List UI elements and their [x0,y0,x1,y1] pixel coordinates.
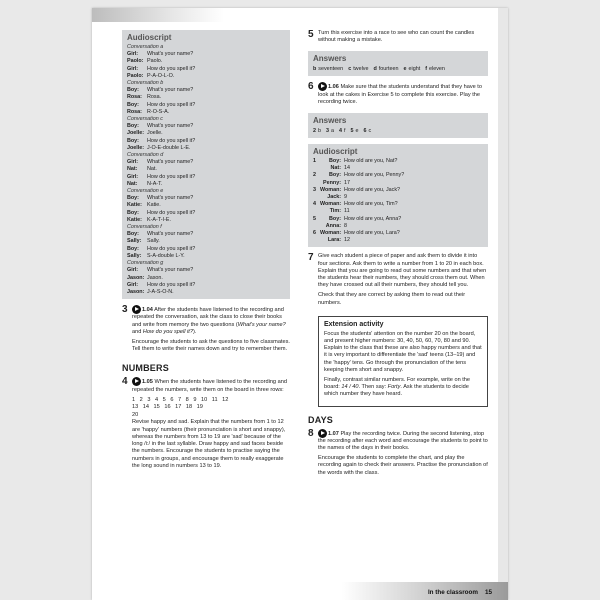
task-5 [308,30,488,47]
dialogue-line [127,195,285,202]
speaker: Nat: [127,180,138,187]
speaker: Boy: [127,101,139,108]
task-4-paragraph-2: Revise happy and sad. Explain that the numbers from 1 to 12 are 'happy' numbers (their pronunciation is short and snappy), whereas the numbers from 13 to 19 are 'sad' because of the long /i:/ in the last syllable. Draw happy and sad faces beside the numbers. Encourage the students to practise saying the numbers in groups, and encourage them to really exaggerate the long sound in numbers 13 to 19. [132,419,286,469]
answer-value: eleven [429,66,445,73]
speaker: Girl: [127,173,139,180]
dialogue-text: How do you spell it? [147,137,196,144]
dialogue-line [127,217,285,224]
dialogue-line [127,246,285,253]
conversation-label: Conversation c [127,116,163,123]
speaker: Penny: [323,179,341,186]
page-footer [428,589,492,596]
answer-key: b [313,66,317,73]
answer-key: 2 [313,128,316,134]
section-heading-numbers: NUMBERS [122,363,169,374]
dialogue-text: What's your name? [147,231,194,238]
extension-title: Extension activity [324,320,384,328]
speaker: Woman: [320,186,342,193]
dialogue-line [127,210,285,217]
dialogue-line [313,172,483,179]
line-number [313,237,320,244]
dialogue-line [127,238,285,245]
line-number: 6 [313,230,316,237]
dialogue-text: Katie. [147,202,161,209]
speaker: Rosa: [127,108,142,115]
dialogue-line [127,202,285,209]
audioscript-title: Audioscript [127,33,172,42]
dialogue-text: How do you spell it? [147,245,196,252]
line-number: 3 [313,186,316,193]
answer-key: f [425,66,428,73]
answer-key: 4 [339,128,342,134]
dialogue-text: How old are you, Jack? [344,186,401,193]
line-number [313,208,320,215]
line-number: 4 [313,201,316,208]
answers-box-2 [308,113,488,138]
conversation-label: Conversation d [127,152,164,159]
line-number [313,194,320,201]
speaker: Boy: [127,245,139,252]
speaker: Boy: [329,215,341,222]
task-number: 5 [308,29,314,40]
line-number [313,223,320,230]
dialogue-line [313,194,483,201]
track-number: 1.07 [328,430,339,437]
play-icon[interactable] [132,305,141,314]
conversation-list [127,44,285,296]
dialogue-text: 8 [344,222,347,229]
task-8-paragraph-2: Encourage the students to complete the chart, and play the recording again to check their answers. Practise the pronunciation of the words with the class. [318,455,488,476]
task-7-paragraph-1: Give each student a piece of paper and ask them to divide it into four sections. Ask them to write a number from 1 to 20 in each box. Explain that you are going to read out some numbers and that when the students hear their numbers, they should cross them out. When they have crossed out all their numbers, they should tell you. [318,253,487,289]
speaker: Jason: [127,288,145,295]
dialogue-text: What's your name? [147,195,194,202]
dialogue-text: How do you spell it? [147,173,196,180]
speaker: Katie: [127,202,142,209]
dialogue-text: How old are you, Anna? [344,215,402,222]
speaker: Boy: [127,123,139,130]
speaker: Woman: [320,201,342,208]
speaker: Girl: [127,51,139,58]
speaker: Rosa: [127,94,142,101]
dialogue-line [127,87,285,94]
dialogue-line [127,94,285,101]
dialogue-line [313,223,483,230]
answer-value: a [331,128,334,134]
dialogue-text: 12 [344,237,350,244]
right-column [308,30,488,484]
dialogue-line [127,166,285,173]
speaker: Jason: [127,274,145,281]
task-8 [308,429,488,480]
speaker: Boy: [127,209,139,216]
answer-value: eight [408,66,421,73]
line-number: 5 [313,215,316,222]
speaker: Boy: [329,172,341,179]
dialogue-text: Sally. [147,238,160,245]
dialogue-text: How old are you, Lara? [344,230,400,237]
numbers-row-3: 20 [132,411,139,418]
dialogue-text: How old are you, Penny? [344,172,405,179]
task-number: 7 [308,252,314,264]
dialogue-line [127,138,285,145]
line-number: 1 [313,158,316,164]
extension-activity-box [318,316,488,407]
answer-value: c [368,128,372,134]
footer-section-title: In the classroom [427,589,478,596]
dialogue-text: What's your name? [147,87,194,94]
answer-key: c [348,66,352,73]
speaker: Jack: [327,194,341,201]
dialogue-text: Rosa. [147,94,162,101]
task-7 [308,253,488,309]
dialogue-line [127,282,285,289]
dialogue-text: J-O-E-double L-E. [147,144,191,151]
dialogue-text: What's your name? [147,267,194,274]
dialogue-line [127,267,285,274]
extension-paragraph-1: Focus the students' attention on the number 20 on the board, and present higher numbers: 30, 40, 50, 60, 70, 80 and 90. Explain to the class that these are also happy numbers and that it is very important to differentiate the 'sad' teens (13–19) and the 'happy' tens. Go through the pronunciation of the tens keeping them short and snappy. [324,330,482,373]
play-icon[interactable] [132,377,141,386]
speaker: Girl: [127,281,139,288]
speaker: Woman: [320,230,342,237]
conversation-label: Conversation f [127,224,162,231]
dialogue-text: How old are you, Nat? [344,158,398,164]
play-icon[interactable] [318,82,327,91]
page-number: 15 [484,589,492,596]
dialogue-text: What's your name? [147,123,194,130]
section-heading-days: DAYS [308,414,333,425]
speaker: Boy: [127,231,139,238]
speaker: Nat: [127,166,138,173]
corner-decoration [92,8,224,22]
dialogue-line [313,237,483,244]
task-8-paragraph-1: 1.07 Play the recording twice. During the second listening, stop the recording after each word and encourage the students to point to the names of the days in their books. [318,430,488,452]
task-number: 3 [122,304,128,316]
line-number [313,180,320,187]
dialogue-line [313,158,483,165]
speaker: Lara: [327,237,341,244]
dialogue-line [313,216,483,223]
dialogue-line [127,102,285,109]
track-number: 1.04 [142,307,153,314]
answer-key: 3 [326,128,329,134]
answers-list [313,65,483,73]
task-number: 6 [308,81,314,93]
dialogue-text: Paolo. [147,58,163,65]
dialogue-line [127,130,285,137]
task-3 [122,305,290,356]
dialogue-line [127,145,285,152]
audioscript-box-2 [308,144,488,247]
dialogue-text: J-A-S-O-N. [147,288,174,295]
audioscript-box-1 [122,30,290,299]
dialogue-line [127,51,285,58]
dialogue-line [127,253,285,260]
conversation-label: Conversation a [127,44,164,50]
dialogue-text: 11 [344,208,350,215]
dialogue-text: P-A-O-L-O. [147,72,175,79]
speaker: Paolo: [127,58,144,65]
speaker: Sally: [127,252,142,259]
speaker: Joelle: [127,130,145,137]
answers-title: Answers [313,54,347,64]
answer-value: f [344,128,346,134]
line-number [313,165,320,172]
answer-value: fourteen [378,66,399,73]
page-edge-bar [498,8,508,600]
speaker: Sally: [127,238,142,245]
audioscript-lines [313,158,483,244]
extension-paragraph-2: Finally, contrast similar numbers. For example, write on the board: 14 / 40. Then say: Forty. Ask the students to decide which number they have heard. [324,377,471,398]
answer-key: 5 [350,128,354,134]
answer-key: e [403,66,407,73]
speaker: Nat: [330,165,341,172]
dialogue-line [127,181,285,188]
speaker: Girl: [127,159,139,166]
dialogue-text: R-O-S-A. [147,108,170,115]
dialogue-text: How do you spell it? [147,101,196,108]
dialogue-line [127,123,285,130]
textbook-page [92,8,508,600]
conversation-label: Conversation e [127,188,164,195]
answers-list [313,127,483,135]
dialogue-text: How do you spell it? [147,209,196,216]
audioscript-title: Audioscript [313,147,358,156]
speaker: Girl: [127,65,139,72]
speaker: Boy: [329,158,341,164]
dialogue-line [313,187,483,194]
speaker: Anna: [325,222,341,229]
conversation-label: Conversation g [127,260,164,267]
answer-key: 6 [363,128,367,134]
dialogue-line [313,230,483,237]
dialogue-text: 14 [344,165,350,172]
dialogue-line [127,109,285,116]
dialogue-line [127,66,285,73]
speaker: Boy: [127,87,139,94]
answer-value: seventeen [318,66,344,73]
dialogue-text: Joelle. [147,130,163,137]
dialogue-text: N-A-T. [147,180,163,187]
dialogue-text: What's your name? [147,159,194,166]
dialogue-line [127,231,285,238]
dialogue-text: How do you spell it? [147,65,196,72]
dialogue-line [127,289,285,296]
play-icon[interactable] [318,429,327,438]
dialogue-line [313,165,483,172]
dialogue-text: K-A-T-I-E. [147,216,171,223]
dialogue-text: How old are you, Tim? [344,201,398,208]
dialogue-text: Jason. [147,274,163,281]
task-4 [122,377,290,473]
task-6 [308,82,488,109]
speaker: Tim: [329,208,341,215]
numbers-row-1: 1 2 3 4 5 6 7 8 9 10 11 12 [132,396,229,403]
dialogue-text: 17 [344,179,350,186]
dialogue-line [127,73,285,80]
task-7-paragraph-2: Check that they are correct by asking them to read out their numbers. [318,292,466,306]
dialogue-line [127,174,285,181]
dialogue-text: 9 [344,194,347,201]
dialogue-text: What's your name? [147,51,194,58]
dialogue-text: How do you spell it? [147,281,196,288]
answer-value: b [318,128,321,134]
speaker: Paolo: [127,72,144,79]
speaker: Katie: [127,216,142,223]
dialogue-line [313,208,483,215]
speaker: Girl: [127,267,139,274]
dialogue-text: S-A-double L-Y. [147,252,185,259]
line-number: 2 [313,172,316,179]
task-3-paragraph-1: 1.04 After the students have listened to the recording and repeated the conversation, ask the class to close their books and write from memory the two questions (What's your name? and How do you spell it?). [132,307,286,335]
task-4-paragraph-1: 1.05 When the students have listened to the recording and repeated the numbers, write them on the board in three rows: [132,379,287,393]
answer-key: d [373,66,377,73]
dialogue-line [127,159,285,166]
task-3-paragraph-2: Encourage the students to ask the questions to five classmates. Tell them to write their names down and try to remember them. [132,338,290,353]
dialogue-line [127,58,285,65]
answers-title: Answers [313,116,347,125]
speaker: Boy: [127,137,139,144]
speaker: Joelle: [127,144,145,151]
track-number: 1.06 [328,84,339,91]
task-number: 4 [122,376,128,388]
task-6-text: 1.06 Make sure that the students understand that they have to look at the cakes in Exercise 5 to complete this exercise. Play the recording twice. [318,84,482,105]
dialogue-line [313,180,483,187]
speaker: Boy: [127,195,139,202]
conversation-label: Conversation b [127,80,164,87]
task-5-text: Turn this exercise into a race to see who can count the candles without making a mistake. [318,30,475,44]
answer-value: twelve [353,66,369,73]
dialogue-line [313,201,483,208]
dialogue-line [127,275,285,282]
task-number: 8 [308,427,314,439]
answers-box-1 [308,51,488,76]
answer-value: e [355,128,359,134]
track-number: 1.05 [142,379,153,386]
dialogue-text: Nat. [147,166,157,173]
numbers-row-2: 13 14 15 16 17 18 19 [132,404,203,411]
left-column [122,30,290,477]
